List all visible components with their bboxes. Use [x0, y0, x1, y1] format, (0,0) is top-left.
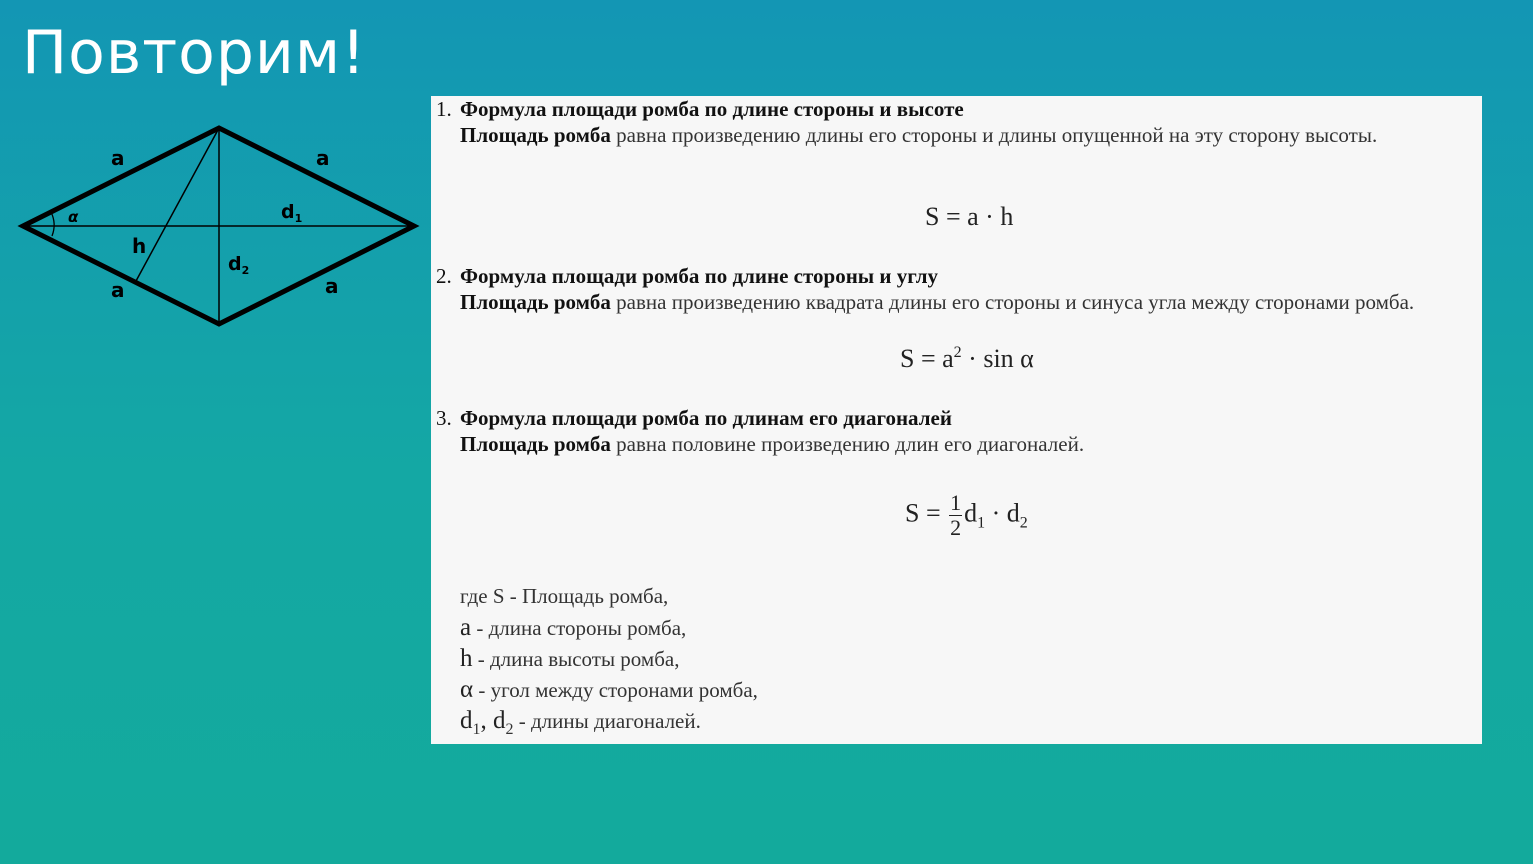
legend-line-h: h - длина высоты ромба, [460, 645, 680, 672]
item-3-text: равна половине произведению длин его диагоналей. [610, 432, 1085, 456]
item-1-description [460, 122, 1480, 149]
label-a-bottom-left: a [111, 278, 125, 302]
legend-line-a: a - длина стороны ромба, [460, 614, 687, 641]
legend [460, 581, 758, 736]
item-3-bold-lead: Площадь ромба [460, 432, 611, 456]
item-2-number: 2. [436, 264, 452, 288]
label-h: h [132, 234, 147, 258]
item-3-number: 3. [436, 406, 452, 430]
label-a-top-right: a [316, 146, 330, 170]
formula-2: $S = a^2 \cdot \sin \alpha$ [900, 344, 1034, 373]
item-2-title: Формула площади ромба по длине стороны и углу [460, 264, 939, 288]
label-alpha: α [68, 208, 79, 226]
item-2-description [460, 289, 1480, 316]
item-1-title: Формула площади ромба по длине стороны и высоте [460, 97, 964, 121]
legend-line-diagonals: $d_1$, $d_2$ - длины диагоналей. [460, 707, 701, 738]
item-3-heading [436, 406, 952, 431]
item-2-heading [436, 264, 938, 289]
item-1-text: равна произведению длины его стороны и длины опущенной на эту сторону высоты. [610, 123, 1378, 147]
item-2-text: равна произведению квадрата длины его стороны и синуса угла между сторонами ромба. [610, 290, 1415, 314]
formulas-panel [431, 96, 1482, 744]
legend-line-s: где S - Площадь ромба, [460, 584, 669, 608]
formula-1: S = a · h [925, 202, 1014, 231]
item-1-heading [436, 97, 964, 122]
item-3-title: Формула площади ромба по длинам его диагоналей [460, 406, 952, 430]
rhombus-diagram [15, 118, 425, 333]
fraction-one-half: $\frac{1}{2}$ [950, 490, 962, 540]
slide-title: Повторим! [22, 18, 367, 88]
item-1-bold-lead: Площадь ромба [460, 123, 611, 147]
label-a-top-left: a [111, 146, 125, 170]
label-d1: $d_1$ [281, 201, 303, 225]
label-d2: $d_2$ [228, 253, 250, 277]
angle-arc [51, 212, 54, 236]
item-1-number: 1. [436, 97, 452, 121]
label-a-bottom-right: a [325, 274, 339, 298]
item-2-bold-lead: Площадь ромба [460, 290, 611, 314]
formula-3: S = $\frac{1}{2}$ $d_1 \cdot d_2$ [905, 490, 1028, 540]
legend-line-alpha: α - угол между сторонами ромба, [460, 676, 758, 703]
item-3-description [460, 431, 1480, 458]
